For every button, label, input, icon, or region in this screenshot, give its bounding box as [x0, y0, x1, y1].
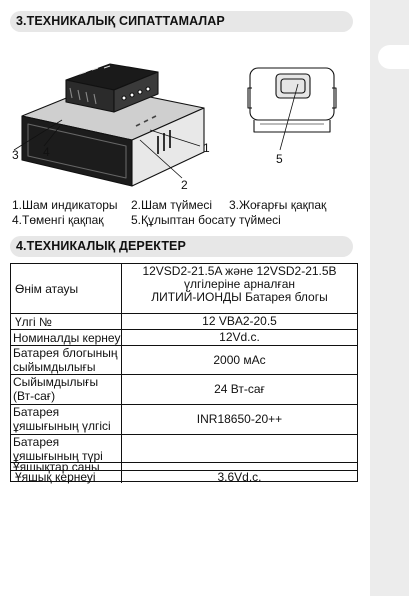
table-row: [11, 471, 357, 483]
spec-label: Сыйымдылығы (Вт-сағ): [11, 375, 122, 404]
spec-value: [122, 435, 357, 462]
spec-value: 24 Вт-сағ: [214, 382, 265, 396]
table-row: [11, 330, 357, 346]
spec-label: Ұяшықтар саны: [11, 463, 122, 470]
part-label-2: 2.Шам түймесі: [131, 198, 213, 212]
spec-label: Батарея блогының сыйымдылығы: [11, 346, 122, 374]
part-label-5: 5.Құлыптан босату түймесі: [131, 213, 281, 227]
table-row: [11, 264, 357, 314]
spec-label: Батарея ұяшығының түрі: [11, 435, 122, 462]
callout-4: 4: [43, 145, 50, 159]
table-row: [11, 435, 357, 463]
spec-value: [122, 463, 357, 470]
callout-3: 3: [12, 148, 19, 162]
callout-1: 1: [203, 141, 210, 155]
spec-label: Ұяшық кернеуі: [11, 471, 122, 483]
section-technical-data-title: 4.ТЕХНИКАЛЫҚ ДЕРЕКТЕР: [10, 236, 353, 257]
spec-label: Номиналды кернеу: [13, 330, 121, 345]
section-characteristics-title: 3.ТЕХНИКАЛЫҚ СИПАТТАМАЛАР: [10, 11, 353, 32]
spec-value: 12VSD2-21.5A және 12VSD2-21.5B үлгілеріне арналған ЛИТИЙ-ИОНДЫ Батарея блогы: [142, 264, 337, 304]
spec-value: 2000 мАс: [213, 352, 266, 367]
spec-table: [10, 263, 358, 482]
spec-value: INR18650-20++: [196, 412, 283, 426]
part-label-4: 4.Төменгі қақпақ: [12, 213, 104, 227]
spec-label: Батарея ұяшығының үлгісі: [11, 405, 122, 434]
table-row: [11, 314, 357, 330]
part-label-3: 3.Жоғарғы қақпақ: [229, 198, 327, 212]
part-label-1: 1.Шам индикаторы: [12, 198, 118, 212]
table-row: [11, 346, 357, 375]
callout-2: 2: [181, 178, 188, 192]
spec-value: 12Vd.c.: [219, 330, 260, 344]
spec-label: Өнім атауы: [11, 264, 122, 313]
spec-label: Үлгі №: [11, 314, 122, 329]
spec-value: 3.6Vd.c.: [217, 469, 262, 484]
callout-5: 5: [276, 152, 283, 166]
spec-value: 12 VBA2-20.5: [202, 314, 277, 328]
table-row: [11, 405, 357, 435]
table-row: [11, 375, 357, 405]
